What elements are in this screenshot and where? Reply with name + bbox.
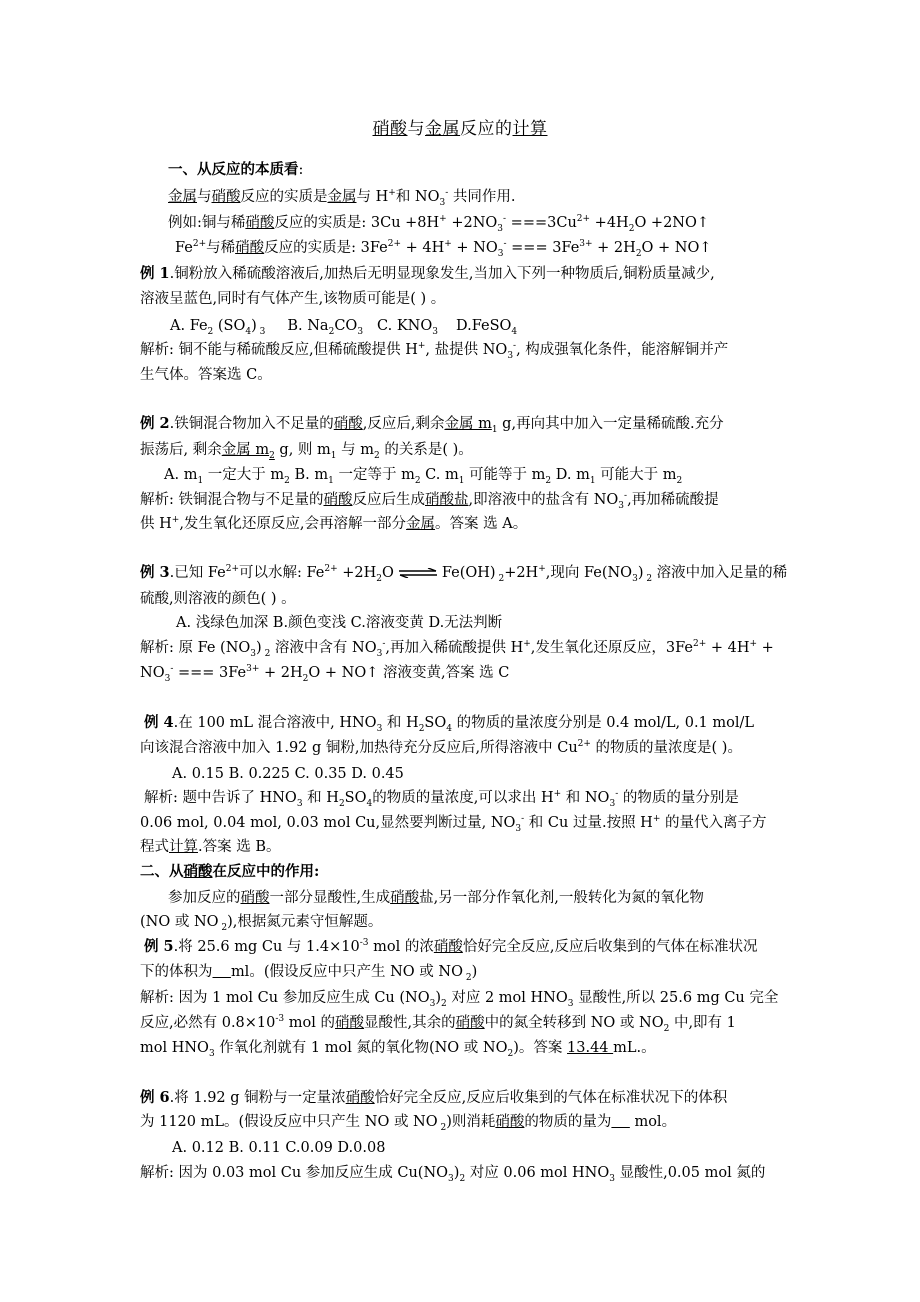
text-ex4-a3-a: 程式 [140, 839, 169, 855]
text-ex5-a2-g: 中,即有 1 [669, 1015, 736, 1031]
text-ex5-q1-a: .将 25.6 mg Cu 与 1.4×10 [173, 939, 360, 955]
text-ex3-q1-h: ) [637, 565, 644, 581]
text-ex5-q1-b: mol 的浓 [368, 939, 434, 955]
text-sec2-p2-a-sub: 2 [218, 922, 228, 933]
text-ex1-q2: 溶液呈蓝色,同时有气体产生,该物质可能是( ) 。 [140, 291, 446, 307]
text-ex3-a2-a: NO [140, 665, 165, 681]
text-ex4-a1-b-sub: 2 [338, 798, 345, 809]
text-ex5-q1-c: 硝酸 [433, 939, 463, 955]
text-ex4-q1-c: SO [424, 715, 447, 731]
text-ex4-a2-a-sup: - [521, 814, 525, 825]
text-sec1-l1-g-sup: - [445, 188, 449, 199]
example-3-options [176, 613, 502, 633]
text-sec1-l3-a-sup: 2+ [192, 239, 207, 250]
text-ex3-a2-b: === 3Fe [173, 665, 247, 681]
text-sec1-l3-a: Fe [175, 240, 193, 256]
text-ex2-opts-f: 可能等于 m [464, 467, 546, 483]
text-ex3-opts: A. 浅绿色加深 B.颜色变浅 C.溶液变黄 D.无法判断 [176, 615, 503, 631]
text-ex5-label: 例 5 [144, 938, 174, 955]
text-ex4-a1-d: 的物质的量浓度,可以求出 H [372, 790, 554, 806]
text-ex2-opts-b-sub: 2 [284, 475, 290, 486]
text-ex3-a1-b-sub: 2 [261, 648, 271, 659]
text-ex5-a1-a: 解析: 因为 1 mol Cu 参加反应生成 Cu (NO [140, 990, 430, 1006]
text-ex2-q1-b: 硝酸 [333, 416, 363, 432]
text-ex6-q1: .将 1.92 g 铜粉与一定量浓 [169, 1090, 346, 1106]
text-ex3-q1-f-sup: + [538, 564, 546, 575]
text-ex4-a1-a-sub: 3 [296, 798, 303, 809]
text-sec1-l2-d-sub: 3 [497, 223, 504, 234]
text-ex4-a2-c: 的量代入离子方 [660, 815, 767, 831]
text-ex5-a2-d: 显酸性,其余的 [364, 1015, 456, 1031]
text-sec1-l3-h-sub: 2 [635, 248, 642, 259]
text-ex3-a1-c: 溶液中含有 NO [270, 640, 377, 656]
text-ex1-opt-a-sub: 2 [207, 326, 214, 337]
text-ex1-a1-c: , 构成强氧化条件，能溶解铜并产 [516, 342, 729, 358]
text-ex4-a1-d-sup: + [553, 789, 562, 800]
text-ex2-q2-d-sub: 2 [373, 450, 380, 461]
text-sec2-p1-d: 硝酸 [390, 890, 420, 906]
text-ex3-q1-b: 可以水解: Fe [239, 565, 325, 581]
text-ex3-q1-i: 溶液中加入足量的稀 [652, 565, 788, 581]
text-ex4-a1-e: 和 NO [561, 790, 610, 806]
text-sec1-l2-g: O +2NO↑ [634, 215, 710, 231]
text-ex4-q2-a-sup: 2+ [577, 739, 591, 750]
text-ex2-opts-e-sub: 1 [458, 475, 465, 486]
text-ex2-opts-d-sub: 2 [414, 475, 421, 486]
text-ex2-opts-h: 可能大于 m [595, 467, 677, 483]
text-ex2-opts-c: B. m [289, 467, 329, 483]
text-ex3-a1-f-sup: + [749, 639, 758, 650]
text-ex3-a1-d: ,再加入稀硫酸提供 H [385, 640, 524, 656]
text-ex4-q1-a-sub: 3 [376, 723, 383, 734]
text-ex4-q1-a: .在 100 mL 混合溶液中, HNO [173, 715, 377, 731]
example-4-analysis-line-3 [140, 837, 280, 857]
text-ex5-a2-a: 反应,必然有 0.8×10 [140, 1015, 276, 1031]
text-sec2-p1-a: 参加反应的 [168, 890, 241, 906]
text-ex6-a1-b: ) [453, 1165, 460, 1181]
text-ex2-opts-a: A. m [164, 467, 198, 483]
text-sec1-l3-d: 反应的实质是: 3Fe [264, 240, 388, 256]
text-ex4-a1-e-sub: 3 [609, 798, 616, 809]
text-sec1-l1-b: 与 [197, 189, 212, 205]
text-ex1-a1-b-sup: - [513, 341, 517, 352]
text-ex1-opt-a3-sub: 3 [256, 326, 266, 337]
text-ex4-q1-b-sub: 2 [418, 723, 425, 734]
text-ex6-a1-d: 显酸性,0.05 mol 氮的 [614, 1165, 766, 1181]
text-ex5-a2-e: 硝酸 [455, 1015, 485, 1031]
text-sec1-l2-c: 反应的实质是: 3Cu +8H [274, 215, 440, 231]
text-ex6-a1-a-sub: 3 [448, 1173, 454, 1184]
example-2-question-line-2 [140, 440, 473, 460]
example-3-analysis-line-2 [140, 663, 509, 683]
text-ex2-opts-c-sub: 1 [328, 475, 334, 486]
text-ex4-a1-f: 的物质的量分别是 [618, 790, 739, 806]
section-1-line-2 [168, 213, 709, 233]
example-2-options [164, 465, 682, 485]
text-ex4-a3-c: .答案 选 B。 [198, 839, 281, 855]
text-ex5-q2-blank [213, 964, 231, 980]
text-ex1-opt-a2: (SO [213, 318, 246, 334]
text-ex6-a1-c: 对应 0.06 mol HNO [465, 1165, 610, 1181]
text-ex6-q2-blank [611, 1114, 629, 1130]
text-ex3-q1-b-sup: 2+ [324, 564, 338, 575]
text-ex3-q1-a: .已知 Fe [169, 565, 226, 581]
text-ex2-a1-e-sup: - [624, 491, 628, 502]
text-ex3-label: 例 3 [140, 564, 170, 581]
example-2-analysis-line-2 [140, 514, 527, 534]
text-ex5-q2-a: 下的体积为 [140, 964, 213, 980]
text-ex4-q1-c-sub: 4 [446, 723, 452, 734]
text-ex2-label: 例 2 [140, 415, 170, 432]
text-ex3-a2-a-sup: - [170, 664, 174, 675]
text-ex2-a1-e: ,即溶液中的盐含有 NO [468, 492, 619, 508]
text-ex2-a1-d: 硝酸盐 [425, 492, 469, 508]
text-ex6-a1-a: 解析: 因为 0.03 mol Cu 参加反应生成 Cu(NO [140, 1165, 449, 1181]
text-ex6-label: 例 6 [140, 1089, 170, 1106]
text-ex3-a1-e-sup: 2+ [692, 639, 707, 650]
text-ex2-opts-g-sub: 1 [589, 475, 596, 486]
text-ex5-a3-c: )。答案 [513, 1040, 568, 1056]
text-sec1-l1-f: 与 H [356, 189, 389, 205]
text-sec1-l3-c: 硝酸 [235, 240, 265, 256]
section-2-line-1 [168, 888, 704, 908]
text-sec2-p2-b: ),根据氮元素守恒解题。 [227, 914, 383, 930]
text-ex3-a2-b-sup: 3+ [246, 664, 260, 675]
text-ex3-q1-f: +2H [504, 565, 539, 581]
text-ex1-opt-a2-sub: 4 [245, 326, 252, 337]
text-ex3-q1-e-sub: 2 [495, 573, 505, 584]
text-ex3-q1-e: Fe(OH) [441, 565, 496, 581]
example-6-analysis-line-1 [140, 1163, 765, 1183]
text-ex2-q1-a: .铁铜混合物加入不足量的 [169, 416, 334, 432]
text-ex1-q1: .铜粉放入稀硫酸溶液后,加热后无明显现象发生,当加入下列一种物质后,铜粉质量减少, [169, 266, 715, 282]
text-ex5-a2-f: 中的氮全转移到 NO 或 NO [484, 1015, 664, 1031]
text-ex4-a2-a-sub: 3 [515, 823, 522, 834]
text-ex6-opts: A. 0.12 B. 0.11 C.0.09 D.0.08 [172, 1140, 386, 1156]
text-sec2-p2-a: (NO 或 NO [140, 914, 219, 930]
text-sec1-l2-f-sub: 2 [628, 223, 635, 234]
text-ex6-q2-d: 的物质的量为 [524, 1114, 612, 1130]
text-ex1-a1-b: , 盐提供 NO [425, 342, 508, 358]
document-title [0, 114, 920, 139]
text-ex6-a1-c-sub: 3 [609, 1173, 615, 1184]
text-ex3-a2-c: + 2H [259, 665, 303, 681]
text-ex2-q2-c-sub: 1 [330, 450, 337, 461]
example-4-question-line-2 [140, 738, 742, 758]
text-title-d: 反应的 [460, 119, 513, 139]
text-ex3-a1-b: ) [256, 640, 262, 656]
text-sec1-l1-c: 硝酸 [211, 189, 241, 205]
text-sec1-l1-h: 共同作用. [448, 189, 516, 205]
text-ex5-a3-a: mol HNO [140, 1040, 209, 1056]
text-ex3-q1-d: O [382, 565, 394, 581]
text-sec1-l1-e: 金属 [327, 189, 357, 205]
text-ex5-a2-c: 硝酸 [335, 1015, 365, 1031]
text-ex5-a3-d: 13.44 [567, 1040, 614, 1056]
text-ex1-opt-a: A. Fe [170, 318, 208, 334]
section-2-line-2 [140, 912, 382, 932]
text-ex2-opts-e: C. m [420, 467, 459, 483]
text-ex1-opt-a3: ) [251, 318, 257, 334]
text-ex5-a1-d: 显酸性,所以 25.6 mg Cu 完全 [573, 990, 779, 1006]
text-ex4-a1-c: SO [344, 790, 367, 806]
text-sec1-l1-d: 反应的实质是 [240, 189, 328, 205]
text-ex1-label: 例 1 [140, 265, 170, 282]
example-6-question-line-1 [140, 1088, 727, 1108]
text-sec1-l1-g-sub: 3 [439, 197, 446, 208]
text-sec1-l3-h: + 2H [592, 240, 636, 256]
text-sec2-heading-a: 二、从 [140, 863, 184, 880]
example-5-analysis-line-3 [140, 1038, 656, 1058]
example-3-analysis-line-1 [140, 638, 774, 658]
text-ex2-q2-c: g, 则 m [274, 442, 331, 458]
text-sec1-l2-d: +2NO [446, 215, 498, 231]
example-5-analysis-line-1 [140, 988, 778, 1008]
example-2-question-line-1 [140, 414, 724, 434]
text-ex4-opts: A. 0.15 B. 0.225 C. 0.35 D. 0.45 [172, 766, 404, 782]
text-sec1-l3-g: === 3Fe [506, 240, 580, 256]
text-ex3-a1-g: + [757, 640, 774, 656]
example-6-options [172, 1138, 385, 1158]
text-ex2-a1-a: 解析: 铁铜混合物与不足量的 [140, 492, 324, 508]
example-3-question-line-1 [140, 563, 787, 583]
text-ex6-a1-b-sub: 2 [459, 1173, 466, 1184]
text-ex6-q1-c: 恰好完全反应,反应后收集到的气体在标准状况下的体积 [374, 1090, 728, 1106]
text-ex4-q1-d: 的物质的量浓度分别是 0.4 mol/L, 0.1 mol/L [451, 715, 755, 731]
text-ex1-opt-b: B. Na [287, 318, 329, 334]
text-ex4-a1-a: 解析: 题中告诉了 HNO [144, 790, 297, 806]
section-1-line-1 [168, 187, 516, 207]
text-ex5-q2-b-sub: 2 [462, 972, 472, 983]
text-ex2-q2-b: 金属 m [221, 442, 270, 458]
text-ex2-opts-d: 一定等于 m [333, 467, 415, 483]
text-ex5-a2-b: mol 的 [284, 1015, 336, 1031]
text-ex2-a2-b: ,发生氧化还原反应,会再溶解一部分 [179, 516, 407, 532]
text-ex5-a3-a-sub: 3 [208, 1048, 215, 1059]
text-ex6-q2-e: mol。 [629, 1114, 677, 1130]
text-sec1-l1-a: 金属 [168, 189, 197, 205]
text-ex3-q1-a-sup: 2+ [225, 564, 239, 575]
text-sec1-l3-g-sup: 3+ [579, 239, 593, 250]
text-sec1-l3-d-sup: 2+ [387, 239, 401, 250]
text-ex2-a1-f: ,再加稀硫酸提 [627, 492, 719, 508]
text-sec1-l3-e: + 4H [401, 240, 445, 256]
text-ex2-q1-c: ,反应后,剩余 [362, 416, 445, 432]
text-sec1-l2-d-sup: - [503, 214, 507, 225]
text-ex4-label: 例 4 [144, 714, 174, 731]
text-ex3-a1-d-sup: + [523, 639, 531, 650]
text-ex2-q1-d-sub: 1 [491, 424, 498, 435]
text-ex2-q1-d: 金属 m [444, 416, 492, 432]
text-sec1-l2-e-sup: 2+ [576, 214, 591, 225]
text-title-e: 计算 [512, 119, 548, 139]
text-ex2-opts-b: 一定大于 m [203, 467, 285, 483]
text-ex2-q2-a: 振荡后, 剩余 [140, 442, 222, 458]
text-ex4-a1-b: 和 H [302, 790, 339, 806]
section-1-line-3 [175, 238, 712, 258]
example-4-analysis-line-2 [140, 813, 766, 833]
section-1-heading [168, 160, 303, 180]
text-ex5-a1-b-sub: 2 [441, 998, 447, 1009]
example-4-question-line-1 [144, 713, 754, 733]
text-ex1-opt-c-sub: 3 [432, 326, 438, 337]
text-title-b: 与 [407, 119, 425, 139]
text-sec2-heading-c: 在反应中的作用: [212, 863, 320, 880]
example-5-question-line-1 [144, 937, 757, 957]
text-ex6-q1-b: 硝酸 [345, 1090, 375, 1106]
text-ex2-a2-a-sup: + [171, 515, 180, 526]
text-ex4-q2-a: 向该混合溶液中加入 1.92 g 铜粉,加热待充分反应后,所得溶液中 Cu [140, 740, 578, 756]
text-ex2-a1-c: 反应后生成 [352, 492, 425, 508]
example-5-question-line-2 [140, 962, 477, 982]
text-ex3-a1-c-sub: 3 [376, 648, 383, 659]
text-ex3-a1-c-sup: - [382, 639, 386, 650]
text-sec1-l3-i: O + NO↑ [641, 240, 712, 256]
example-6-question-line-2 [140, 1112, 676, 1132]
example-5-analysis-line-2 [140, 1013, 736, 1033]
text-ex1-a2: 生气体。答案选 C。 [140, 367, 272, 383]
text-sec1-l2-a: 例如:铜与稀 [168, 215, 246, 231]
text-ex3-q1-c: +2H [337, 565, 377, 581]
text-ex5-q2-c: ) [471, 964, 478, 980]
text-ex5-a3-b-sub: 2 [507, 1048, 514, 1059]
text-ex3-a2-c-sub: 2 [302, 673, 309, 684]
text-sec1-l3-f: + NO [451, 240, 498, 256]
example-2-analysis-line-1 [140, 490, 719, 510]
text-ex1-opt-b2-sub: 3 [357, 326, 364, 337]
text-ex5-a3-e: mL.。 [613, 1040, 656, 1056]
text-ex4-a1-e-sup: - [615, 789, 619, 800]
text-ex5-a1-c: 对应 2 mol HNO [446, 990, 568, 1006]
text-sec1-l3-f-sup: - [503, 239, 507, 250]
text-ex5-a2-f-sub: 2 [663, 1023, 670, 1034]
text-ex5-a3-b: 作氧化剂就有 1 mol 氮的氧化物(NO 或 NO [214, 1040, 508, 1056]
text-ex1-opt-d: D.FeSO [456, 318, 512, 334]
text-ex5-q1-a-sup: -3 [359, 938, 369, 949]
text-sec1-l1-g: 和 NO [395, 189, 440, 205]
text-ex4-a3-b: 计算 [169, 839, 198, 855]
example-1-analysis-line-2 [140, 365, 272, 385]
text-ex5-a2-a-sup: -3 [275, 1014, 285, 1025]
text-ex1-opt-c: C. KNO [377, 318, 433, 334]
text-ex1-opt-b2: CO [334, 318, 358, 334]
text-ex4-a2-a: 0.06 mol, 0.04 mol, 0.03 mol Cu,显然要判断过量, NO [140, 815, 516, 831]
text-ex2-a2-d: 。答案 选 A。 [435, 516, 528, 532]
text-ex2-opts-a-sub: 1 [197, 475, 204, 486]
text-ex5-q2-b: ml。(假设反应中只产生 NO 或 NO [230, 964, 463, 980]
example-4-options [172, 764, 404, 784]
text-ex5-q1-d: 恰好完全反应,反应后收集到的气体在标准状况 [462, 939, 758, 955]
example-1-question-line-2 [140, 289, 445, 309]
text-ex2-q2-d: 与 m [336, 442, 374, 458]
text-ex1-a1-a: 解析: 铜不能与稀硫酸反应,但稀硫酸提供 H [140, 342, 418, 358]
text-ex3-a1-a: 解析: 原 Fe (NO [140, 640, 251, 656]
text-ex3-a1-a-sub: 3 [250, 648, 257, 659]
text-ex2-q1-e: g,再向其中加入一定量稀硫酸.充分 [497, 416, 724, 432]
text-sec1-l2-e: ===3Cu [506, 215, 577, 231]
text-sec2-p1-b: 硝酸 [240, 890, 270, 906]
text-title-c: 金属 [425, 119, 460, 139]
text-ex4-q2-b: 的物质的量浓度是( )。 [590, 740, 742, 756]
example-3-question-line-2 [140, 589, 296, 609]
example-4-analysis-line-1 [144, 788, 739, 808]
text-sec1-colon: : [298, 162, 304, 178]
text-sec1-heading: 一、从反应的本质看 [168, 161, 299, 178]
text-ex4-a2-b-sup: + [652, 814, 661, 825]
example-1-options [170, 316, 517, 336]
text-sec1-l2-c-sup: + [439, 214, 447, 225]
text-ex1-opt-d-sub: 4 [511, 326, 518, 337]
text-sec1-l3-f-sub: 3 [497, 248, 504, 259]
text-ex3-q1-h-sub: 2 [643, 573, 653, 584]
text-sec1-l2-b: 硝酸 [245, 215, 275, 231]
text-ex2-opts-f-sub: 2 [545, 475, 552, 486]
text-ex6-q2-a-sub: 2 [437, 1122, 447, 1133]
text-ex5-a1-c-sub: 3 [567, 998, 574, 1009]
text-ex3-q1-g: ,现向 Fe(NO [545, 565, 633, 581]
equilibrium-arrow-icon [398, 568, 438, 578]
text-ex4-a2-b: 和 Cu 过量.按照 H [524, 815, 653, 831]
text-ex3-a1-e: ,发生氧化还原反应，3Fe [530, 640, 693, 656]
example-1-question-line-1 [140, 264, 715, 284]
text-ex6-q2-a: 为 1120 mL。(假设反应中只产生 NO 或 NO [140, 1114, 438, 1130]
text-ex2-a2-a: 供 H [140, 516, 172, 532]
text-ex4-q1-b: 和 H [382, 715, 419, 731]
text-ex1-opt-b-sub: 2 [328, 326, 335, 337]
text-sec1-l1-f-sup: + [388, 188, 396, 199]
text-sec1-l3-b: 与稀 [206, 240, 236, 256]
text-ex2-q2-b-sub: 2 [269, 450, 275, 461]
text-sec1-l2-f: +4H [590, 215, 629, 231]
text-ex2-opts-g: D. m [551, 467, 590, 483]
text-ex5-a1-b: ) [435, 990, 441, 1006]
text-ex6-q2-b: )则消耗 [446, 1114, 496, 1130]
text-ex1-a1-a-sup: + [417, 341, 426, 352]
text-title-a: 硝酸 [372, 119, 408, 139]
text-sec2-p1-c: 一部分显酸性,生成 [269, 890, 391, 906]
text-ex5-a1-a-sub: 3 [429, 998, 436, 1009]
example-1-analysis-line-1 [140, 340, 728, 360]
text-ex4-a1-c-sub: 4 [366, 798, 373, 809]
text-ex2-a2-c: 金属 [406, 516, 436, 532]
text-ex2-a1-e-sub: 3 [618, 500, 625, 511]
text-ex3-q2: 硫酸,则溶液的颜色( ) 。 [140, 591, 296, 607]
text-ex3-a1-f: + 4H [706, 640, 750, 656]
text-ex3-a2-a-sub: 3 [164, 673, 171, 684]
text-ex3-a2-d: O + NO↑ 溶液变黄,答案 选 C [308, 665, 510, 681]
text-ex2-q2-e: 的关系是( )。 [379, 442, 473, 458]
text-ex3-q1-g-sub: 3 [632, 573, 638, 584]
text-ex6-q2-c: 硝酸 [495, 1114, 525, 1130]
section-2-heading [140, 862, 319, 882]
text-ex3-q1-c-sub: 2 [376, 573, 382, 584]
text-ex1-a1-b-sub: 3 [507, 350, 514, 361]
text-sec2-heading-b: 硝酸 [183, 863, 213, 880]
text-sec2-p1-e: 盐,另一部分作氧化剂,一般转化为氮的氧化物 [419, 890, 704, 906]
text-sec1-l3-e-sup: + [444, 239, 452, 250]
text-ex2-a1-b: 硝酸 [323, 492, 353, 508]
text-ex2-opts-h-sub: 2 [676, 475, 683, 486]
